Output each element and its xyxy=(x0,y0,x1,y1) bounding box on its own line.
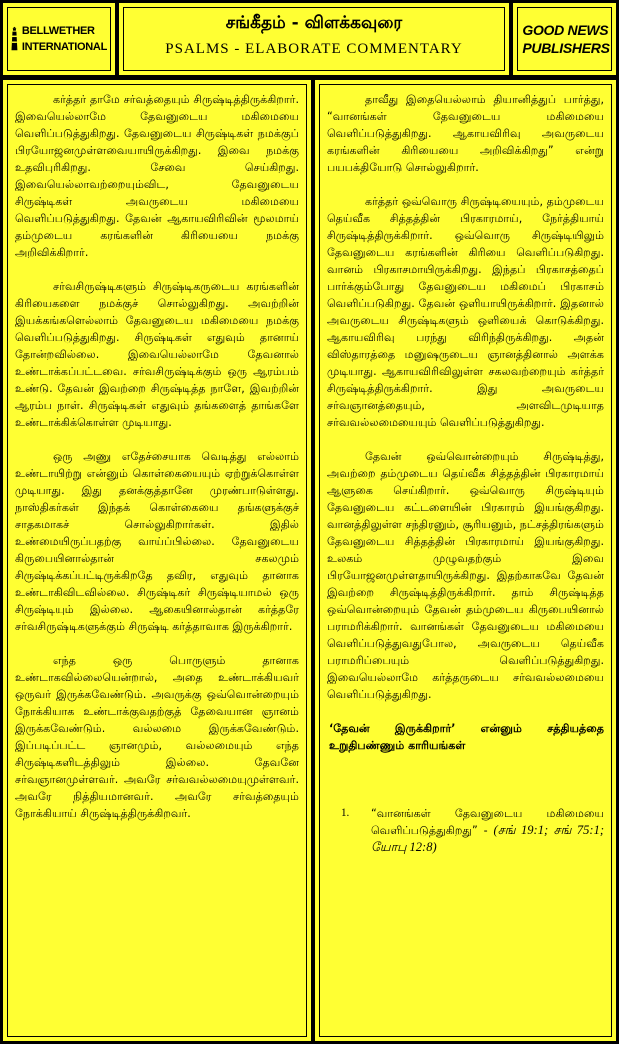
right-column xyxy=(315,80,616,1041)
right-paragraph-1: தாவீது இதையெல்லாம் தியானித்துப் பார்த்து, “வானங்கள் தேவனுடைய மகிமையை வெளிப்படுத்துகிறது. ஆகாயவிரிவு அவருடைய கரங்களின் கிரியையை அறிவிக்கிறது” என்று பயபக்தியோடு சொல்லுகிறார். xyxy=(327,93,604,174)
left-column xyxy=(3,80,311,1041)
left-paragraph-2: சர்வசிருஷ்டிகளும் சிருஷ்டிகருடைய கரங்களின் கிரியைகளை நமக்குச் சொல்லுகிறது. அவற்றின் இயக்கங்களெல்லாம் தேவனுடைய மகிமையை நமக்கு வெளிப்படுத்துகிறது. சிருஷ்டிகள் எதுவும் தானாய் தோன்றவில்லை. இவையெல்லாமே தேவனால் உண்டாக்கப்பட்டவை. சர்வசிருஷ்டிக்கும் ஒரு ஆரம்பம் உண்டு. தேவன் இவற்றை சிருஷ்டித்த நாளே, இவற்றின் ஆரம்ப நாள். சிருஷ்டிகள் எதுவும் தங்களைத் தாங்களே உண்டாக்கிக்கொள்ள முடியாது. xyxy=(15,280,299,429)
page-title: சங்கீதம் - விளக்கவுரை xyxy=(225,13,403,33)
lighthouse-icon xyxy=(11,14,18,64)
right-paragraph-3: தேவன் ஒவ்வொன்றையும் சிருஷ்டித்து, அவற்றை தம்முடைய தெய்வீக சித்தத்தின் பிரகாரமாய் ஆளுகை செய்கிறார். ஒவ்வொரு சிருஷ்டியும் தேவனுடைய கட்டளையின் பிரகாரம் இயங்குகிறது. வானத்திலுள்ள சந்திரனும், சூரியனும், நட்சத்திரங்களும் தேவனுடைய சித்தத்தின் பிரகாரமாய் இயங்குகிறது. உலகம் முழுவதற்கும் இவை பிரயோஜனமுள்ளதாயிருக்கிறது. இதற்காகவே தேவன் இவற்றை சிருஷ்டித்திருக்கிறார். தாம் சிருஷ்டித்த ஒவ்வொன்றையும் தேவன் தம்முடைய கிருபையினால் பராமரிக்கிறார். வானங்கள் தேவனுடைய மகிமையை வெளிப்படுத்துவதுபோல, அவருடைய தெய்வீக பராமரிப்பையும் வெளிப்படுத்துகிறது. இவையெல்லாமே கர்த்தருடைய சர்வவல்லமையை வெளிப்படுத்துகிறது. xyxy=(327,450,604,701)
logo-left-line2: INTERNATIONAL xyxy=(21,41,107,53)
scripture-reference: (சங் 19:1; சங் 75:1; யோபு 12:8) xyxy=(371,823,604,854)
logo-right-line1: GOOD NEWS xyxy=(522,22,609,38)
list-item xyxy=(327,805,604,856)
section-heading: ‘தேவன் இருக்கிறார்’ என்னும் சத்தியத்தை உறுதிபண்ணும் காரியங்கள் xyxy=(329,722,604,752)
list-quote: “வானங்கள் தேவனுடைய மகிமையை வெளிப்படுத்துகிறது” - xyxy=(371,807,604,837)
right-paragraph-2: கர்த்தர் ஒவ்வொரு சிருஷ்டியையும், தம்முடைய தெய்வீக சித்தத்தின் பிரகாரமாய், நேர்த்தியாய் சிருஷ்டித்திருக்கிறார். ஒவ்வொரு சிருஷ்டியிலும் தேவனுடைய கரங்களின் கிரியை வெளிப்படுகிறது. வானம் பிரகாசமாயிருக்கிறது. இந்தப் பிரகாசத்தைப் பார்க்கும்போது தேவனுடைய மகிமைப் பிரகாசம் வெளிப்படுகிறது. தேவன் ஒளியாயிருக்கிறார். இதனால் அவருடைய சிருஷ்டிகளும் ஒளியைக் கொடுக்கிறது. ஆகாயவிரிவு பரந்து விரிந்திருக்கிறது. அதன் விஸ்தாரத்தை மனுஷருடைய ஞானத்தினால் அளக்க முடியாது. ஆகாயவிரிவிலுள்ள சகலவற்றையும் கர்த்தர் சிருஷ்டித்திருக்கிறார். இது அவருடைய சர்வஞானத்தையும், அளவிடமுடியாத சர்வவல்லமையையும் வெளிப்படுத்துகிறது. xyxy=(327,195,604,429)
logo-right-line2: PUBLISHERS xyxy=(522,40,610,56)
left-paragraph-4: எந்த ஒரு பொருளும் தானாக உண்டாகவில்லையென்றால், அதை உண்டாக்கியவர் ஒருவர் இருக்கவேண்டும். அவருக்கு ஒவ்வொன்றையும் நோக்கியாக உண்டாக்குவதற்குத் தேவையான ஞானம் இருக்கவேண்டும். வல்லமை இருக்கவேண்டும். இப்படிப்பட்ட ஞானமும், வல்லமையும் எந்த சிருஷ்டிகளிடத்திலும் இல்லை. தேவனே சர்வஞானமுள்ளவர். அவரே சர்வவல்லமையுமுள்ளவர். அவரே நித்தியமானவர். அவரே சர்வத்தையும் நோக்கியாய் சிருஷ்டித்திருக்கிறவர். xyxy=(15,654,299,820)
logo-right-panel xyxy=(513,3,616,75)
good-news-logo xyxy=(521,11,608,67)
logo-left-panel xyxy=(3,3,115,75)
page-header xyxy=(119,3,509,75)
list-text xyxy=(371,805,604,856)
bellwether-logo xyxy=(11,11,107,67)
left-paragraph-1: கர்த்தர் தாமே சர்வத்தையும் சிருஷ்டித்திருக்கிறார். இவையெல்லாமே தேவனுடைய மகிமையை வெளிப்படுத்துகிறது. தேவனுடைய சிருஷ்டிகள் நமக்குப் பிரயோஜனமுள்ளவையாயிருக்கிறது. இவை நமக்கு உதவிபுரிகிறது. சேவை செய்கிறது. இவையெல்லாவற்றையும்விட, தேவனுடைய சிருஷ்டிகள் அவருடைய மகிமையை வெளிப்படுத்துகிறது. தேவன் ஆகாயவிரிவின் மூலமாய் தம்முடைய கரங்களின் கிரியையை நமக்கு அறிவிக்கிறார். xyxy=(15,93,299,259)
list-number: 1. xyxy=(341,807,350,819)
left-paragraph-3: ஒரு அணு எதேச்சையாக வெடித்து எல்லாம் உண்டாயிற்று என்னும் கொள்கையையும் ஏற்றுக்கொள்ள முடியாது. இது தனக்குத்தானே முரண்பாடுள்ளது. நாஸ்திகர்கள் இந்தக் கொள்கையை தங்களுக்குச் சாதகமாகச் சொல்லுகிறார்கள். இதில் உண்மையிருப்பதற்கு வாய்ப்பில்லை. தேவனுடைய கிருபையினால்தான் சகலமும் சிருஷ்டிக்கப்பட்டிருக்கிறதே தவிர, எதுவும் தானாக உண்டாகிவிடவில்லை. சிருஷ்டிகர் சிருஷ்டியாமல் ஒரு சிருஷ்டியும் இல்லை. ஆகையினால்தான் கர்த்தரே சர்வசிருஷ்டிகளுக்கும் சிருஷ்டி கர்த்தாவாக இருக்கிறார். xyxy=(15,450,299,633)
page-subtitle: PSALMS - ELABORATE COMMENTARY xyxy=(165,41,463,57)
logo-left-line1: BELLWETHER xyxy=(21,25,95,37)
